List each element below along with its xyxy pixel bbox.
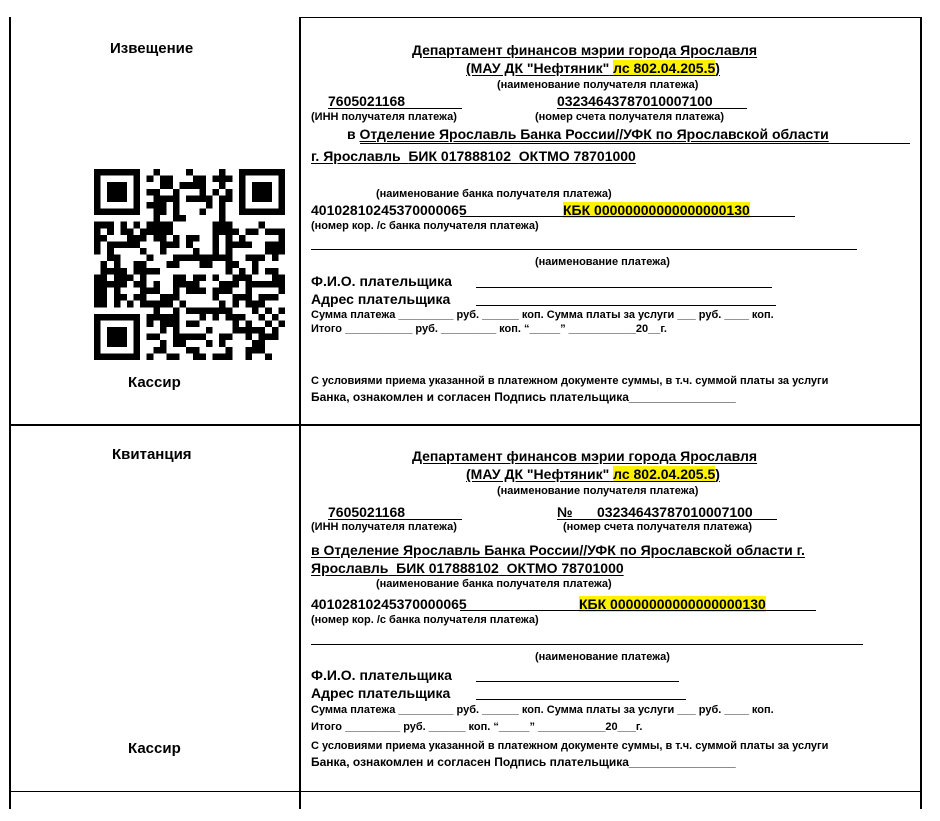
cashier-label-notice: Кассир [128,374,181,391]
account-no-sign: № [557,504,573,520]
payment-caption: (наименование платежа) [535,256,670,268]
kbk-code: КБК 00000000000000000130 [579,596,766,612]
personal-account: лс 802.04.205.5 [613,60,716,76]
recipient-subtitle: (МАУ ДК "Нефтяник" лс 802.04.205.5) [466,60,720,76]
bank-line-1: в Отделение Ярославль Банка России//УФК по Ярославской области г. [311,542,805,558]
payer-address-field[interactable] [476,305,776,306]
account-value: 03234643787010007100 [557,93,713,109]
corr-caption: (номер кор. /с банка получателя платежа) [311,220,539,232]
total-line: Итого _________ руб. ______ коп. “_____” ___________20___г. [311,721,643,733]
bank-line-2: Ярославль БИК 017888102 ОКТМО 78701000 [311,560,624,576]
payer-name-field[interactable] [476,287,772,288]
qr-code [93,169,286,360]
account-caption: (номер счета получателя платежа) [535,111,725,123]
sum-line: Сумма платежа _________ руб. ______ коп. Сумма платы за услуги ___ руб. ____ коп. [311,309,774,321]
receipt-label: Квитанция [112,446,192,463]
terms-line-1: С условиями приема указанной в платежном документе суммы, в т.ч. суммой платы за услуги [311,740,829,752]
payment-name-line [311,249,857,250]
frame-divider [299,17,301,809]
payer-address-label: Адрес плательщика [311,685,451,701]
payer-name-label: Ф.И.О. плательщика [311,667,452,683]
payer-address-field[interactable] [476,699,686,700]
payer-address-label: Адрес плательщика [311,291,451,307]
notice-label: Извещение [110,40,194,57]
payment-name-line [311,644,863,645]
inn-caption: (ИНН получателя платежа) [311,521,457,533]
recipient-name: Департамент финансов мэрии города Ярославля [412,42,758,58]
recipient-subtitle: (МАУ ДК "Нефтяник" лс 802.04.205.5) [466,466,720,482]
inn-value: 7605021168 [328,504,406,520]
frame-left [9,17,11,809]
inn-value: 7605021168 [328,93,406,109]
account-caption: (номер счета получателя платежа) [563,521,753,533]
account-value: 03234643787010007100 [597,504,753,520]
payment-caption: (наименование платежа) [535,651,670,663]
payer-name-field[interactable] [476,681,679,682]
terms-line-2: Банка, ознакомлен и согласен Подпись плательщика________________ [311,755,736,769]
terms-line-2: Банка, ознакомлен и согласен Подпись плательщика________________ [311,390,736,404]
sum-line: Сумма платежа _________ руб. ______ коп. Сумма платы за услуги ___ руб. ____ коп. [311,704,774,716]
bank-line-2: г. Ярославль БИК 017888102 ОКТМО 78701000 [311,148,636,164]
personal-account: лс 802.04.205.5 [613,466,716,482]
corr-account: 40102810245370000065 [311,596,467,612]
frame-right [920,17,922,809]
bank-line-1: в Отделение Ярославль Банка России//УФК по Ярославской области [347,126,829,142]
bank-caption: (наименование банка получателя платежа) [376,188,612,200]
cashier-label-receipt: Кассир [128,740,181,757]
frame-middle [9,424,922,426]
recipient-caption: (наименование получателя платежа) [497,79,699,91]
corr-caption: (номер кор. /с банка получателя платежа) [311,614,539,626]
kbk-code: КБК 00000000000000000130 [563,202,750,218]
bank-caption: (наименование банка получателя платежа) [376,578,612,590]
total-line: Итого ___________ руб. _________ коп. “_____” ___________20__г. [311,323,667,335]
inn-caption: (ИНН получателя платежа) [311,111,457,123]
corr-account: 40102810245370000065 [311,202,467,218]
payer-name-label: Ф.И.О. плательщика [311,273,452,289]
recipient-caption: (наименование получателя платежа) [497,485,699,497]
terms-line-1: С условиями приема указанной в платежном документе суммы, в т.ч. суммой платы за услуги [311,375,829,387]
frame-bottom [9,791,922,792]
recipient-name: Департамент финансов мэрии города Ярославля [412,448,758,464]
frame-top [299,17,922,18]
